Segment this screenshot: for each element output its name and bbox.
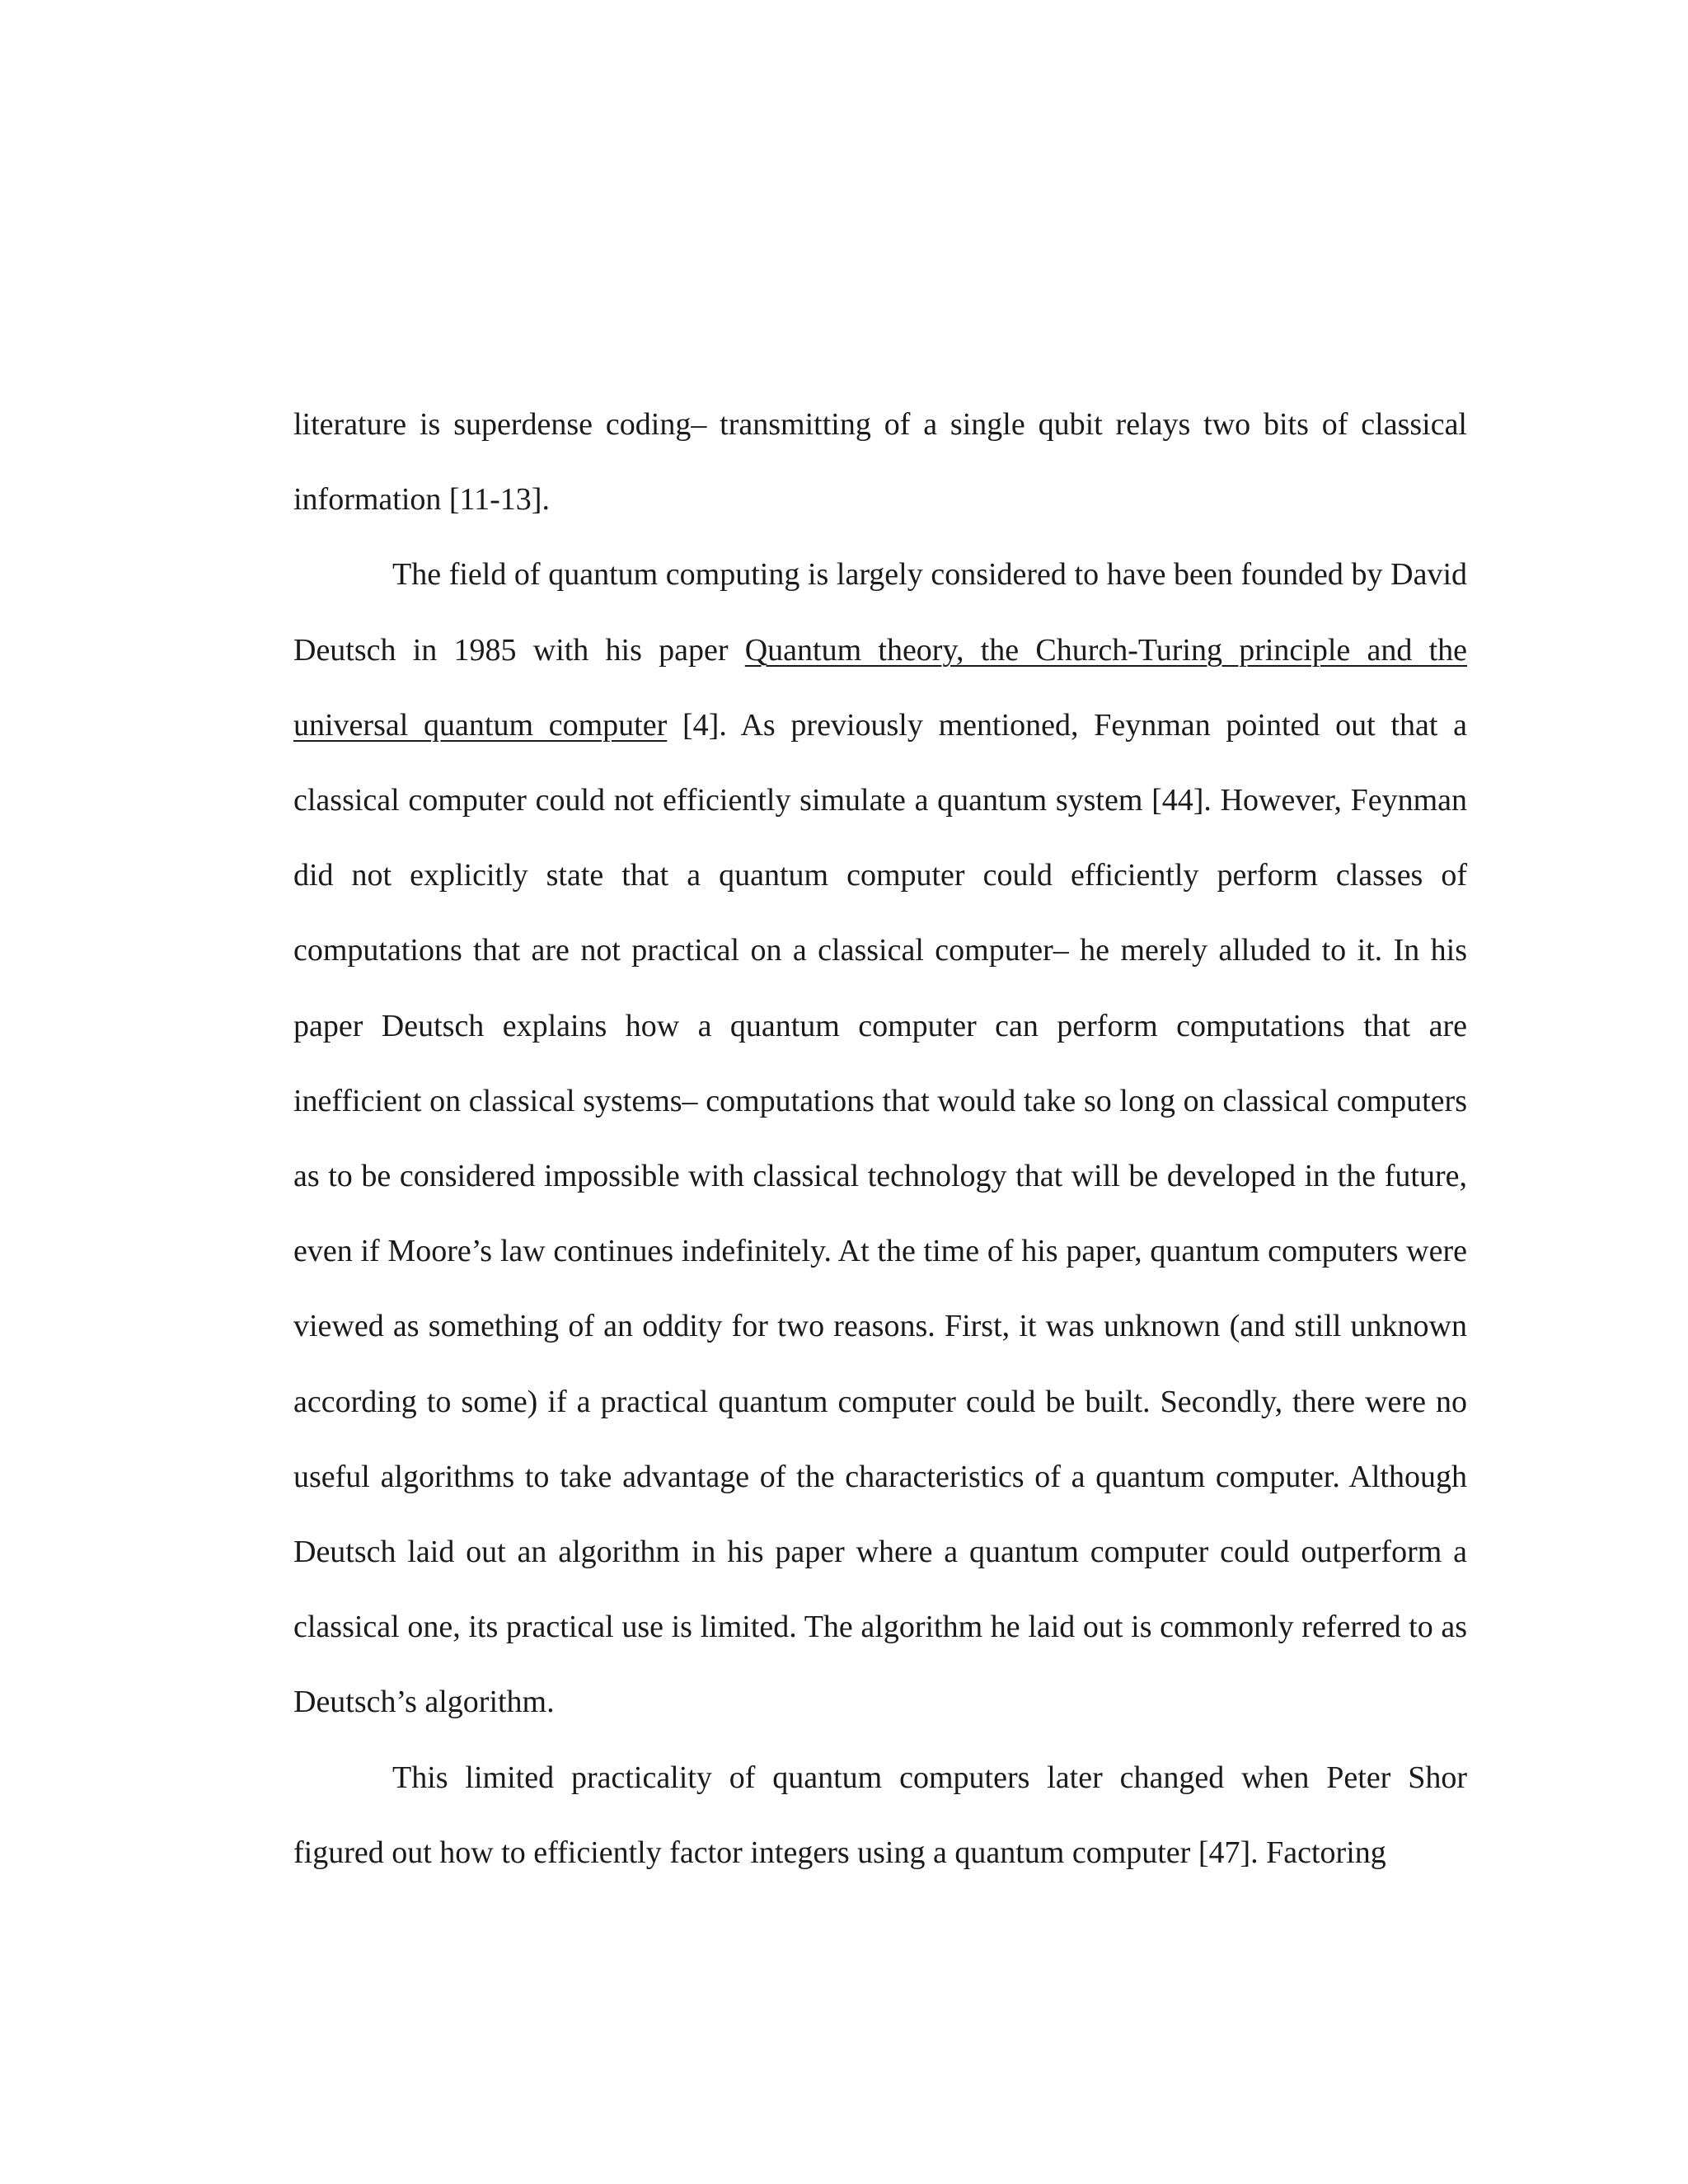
paragraph-deutsch [293,537,1467,1740]
body-text [293,387,1467,1891]
paragraph-continuation [293,387,1467,537]
paper-title: Quantum theory, the Church-Turing principle and the universal quantum computer [293,632,1468,743]
paragraph-text: This limited practicality of quantum computers later changed when Peter Shor figured out how to efficiently factor integers using a quantum computer [47]. Factoring [293,1760,1467,1870]
paragraph-text: The field of quantum computing is largely considered to have been founded by David Deutsch in 1985 with his paper [293,557,1467,668]
paragraph-text: literature is superdense coding– transmitting of a single qubit relays two bits of classical information [11-13]. [293,407,1467,518]
paragraph-text: [4]. As previously mentioned, Feynman pointed out that a classical computer could not efficiently simulate a quantum system [44]. However, Feynman did not explicitly state that a quantum computer could efficiently perform classes of computations that are not practical on a classical computer– he merely alluded to it. In his paper Deutsch explains how a quantum computer can perform computations that are inefficient on classical systems– computations that would take so long on classical computers as to be considered impossible with classical technology that will be developed in the future, even if Moore’s law continues indefinitely. At the time of his paper, quantum computers were viewed as something of an oddity for two reasons. First, it was unknown (and still unknown according to some) if a practical quantum computer could be built. Secondly, there were no useful algorithms to take advantage of the characteristics of a quantum computer. Although Deutsch laid out an algorithm in his paper where a quantum computer could outperform a classical one, its practical use is limited. The algorithm he laid out is commonly referred to as Deutsch’s algorithm. [293,707,1467,1720]
paragraph-shor [293,1741,1467,1891]
